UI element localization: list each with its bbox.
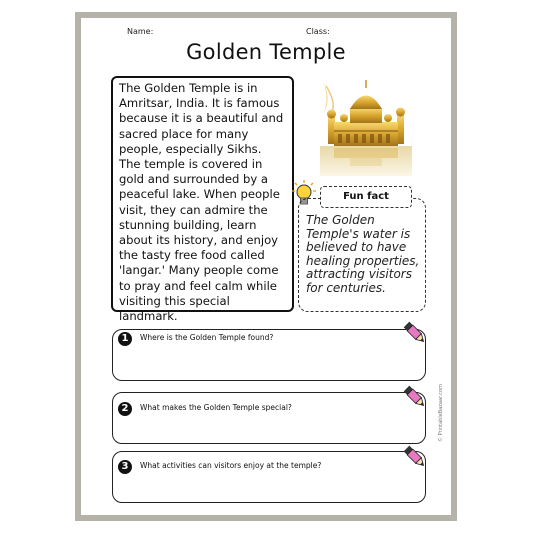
page-title: Golden Temple bbox=[186, 40, 346, 64]
fun-fact-title: Fun fact bbox=[320, 186, 412, 208]
name-label: Name: bbox=[127, 27, 154, 36]
pencil-icon bbox=[402, 444, 428, 470]
copyright-text: © PrintableBazaar.com bbox=[438, 384, 444, 442]
question-text-3: What activities can visitors enjoy at the temple? bbox=[140, 461, 322, 470]
question-number-2: 2 bbox=[118, 402, 132, 416]
question-number-1: 1 bbox=[118, 332, 132, 346]
pencil-icon bbox=[402, 320, 428, 346]
answer-box-2[interactable] bbox=[112, 392, 426, 444]
question-number-3: 3 bbox=[118, 460, 132, 474]
golden-temple-image bbox=[320, 78, 412, 176]
class-label: Class: bbox=[306, 27, 330, 36]
pencil-icon bbox=[402, 384, 428, 410]
answer-box-3[interactable] bbox=[112, 451, 426, 503]
question-text-1: Where is the Golden Temple found? bbox=[140, 333, 274, 342]
reading-passage: The Golden Temple is in Amritsar, India. It is famous because it is a beautiful and sacred place for many people, especially Sikhs. The temple is covered in gold and surrounded by a peaceful lake. When people visit, they can admire the stunning building, learn about its history, and enjoy the tasty free food called 'langar.' Many people come to pray and feel calm while visiting this special landmark. bbox=[111, 76, 294, 312]
fun-fact-text: The Golden Temple's water is believed to have healing properties, attracting visitors for centuries. bbox=[306, 213, 420, 295]
question-text-2: What makes the Golden Temple special? bbox=[140, 403, 292, 412]
